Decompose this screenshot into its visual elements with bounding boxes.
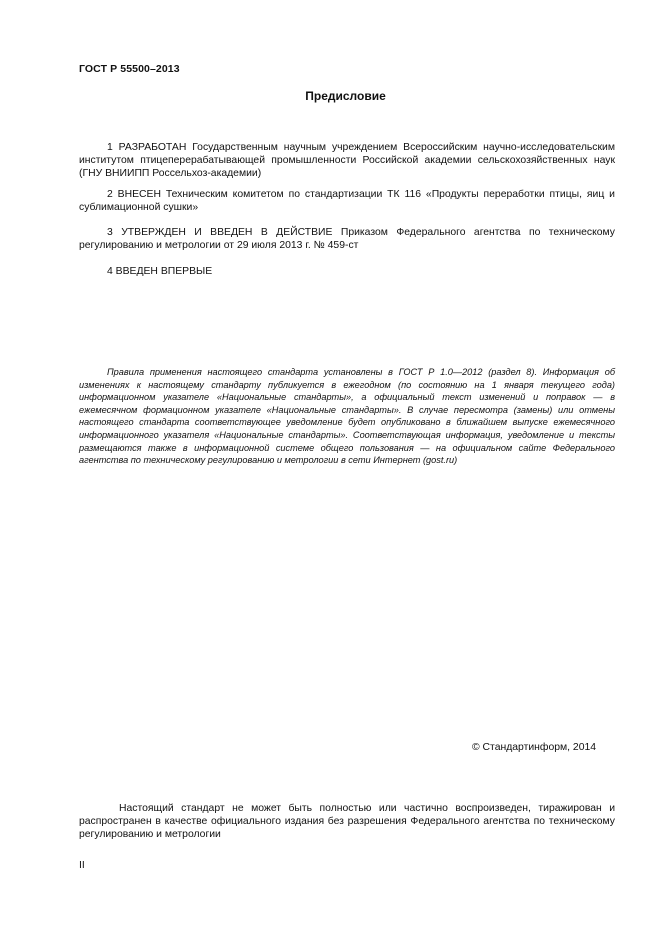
page-number: II: [79, 860, 85, 871]
page-title: [0, 89, 661, 103]
standard-code: ГОСТ Р 55500–2013: [79, 63, 180, 75]
page-title-text: Предисловие: [305, 89, 386, 103]
paragraph-approved: 3 УТВЕРЖДЕН И ВВЕДЕН В ДЕЙСТВИЕ Приказом Федерального агентства по техническому регулированию и метрологии от 29 июля 2013 г. № 459-ст: [79, 227, 615, 251]
paragraph-developed-by: 1 РАЗРАБОТАН Государственным научным учреждением Всероссийским научно-исследовательским институтом птицеперерабатывающей промышленности Российской академии сельскохозяйственных наук (ГНУ ВНИИПП Россельхоз-академии): [79, 142, 615, 179]
standard-application-notice: Правила применения настоящего стандарта установлены в ГОСТ Р 1.0—2012 (раздел 8). Информация об изменениях к настоящему стандарту публикуется в ежегодном (по состоянию на 1 января текущего года) информационном указателе «Национальные стандарты», а официальный текст изменений и поправок — в ежемесячном формационном указателе «Национальные стандарты». В случае пересмотра (замены) или отмены настоящего стандарта соответствующее уведомление будет опубликовано в ближайшем выпуске ежемесячного информационного указателя «Национальные стандарты». Соответствующая информация, уведомление и тексты размещаются также в информационной системе общего пользования — на официальном сайте Федерального агентства по техническому регулированию и метрологии в сети Интернет (gost.ru): [79, 367, 615, 466]
reproduction-notice: Настоящий стандарт не может быть полностью или частично воспроизведен, тиражирован и распространен в качестве официального издания без разрешения Федерального агентства по техническому регулированию и метрологии: [79, 803, 615, 840]
paragraph-submitted-by: 2 ВНЕСЕН Техническим комитетом по стандартизации ТК 116 «Продукты переработки птицы, яиц и сублимационной сушки»: [79, 189, 615, 213]
copyright-line: © Стандартинформ, 2014: [472, 742, 597, 753]
paragraph-introduced-first: 4 ВВЕДЕН ВПЕРВЫЕ: [107, 266, 213, 277]
